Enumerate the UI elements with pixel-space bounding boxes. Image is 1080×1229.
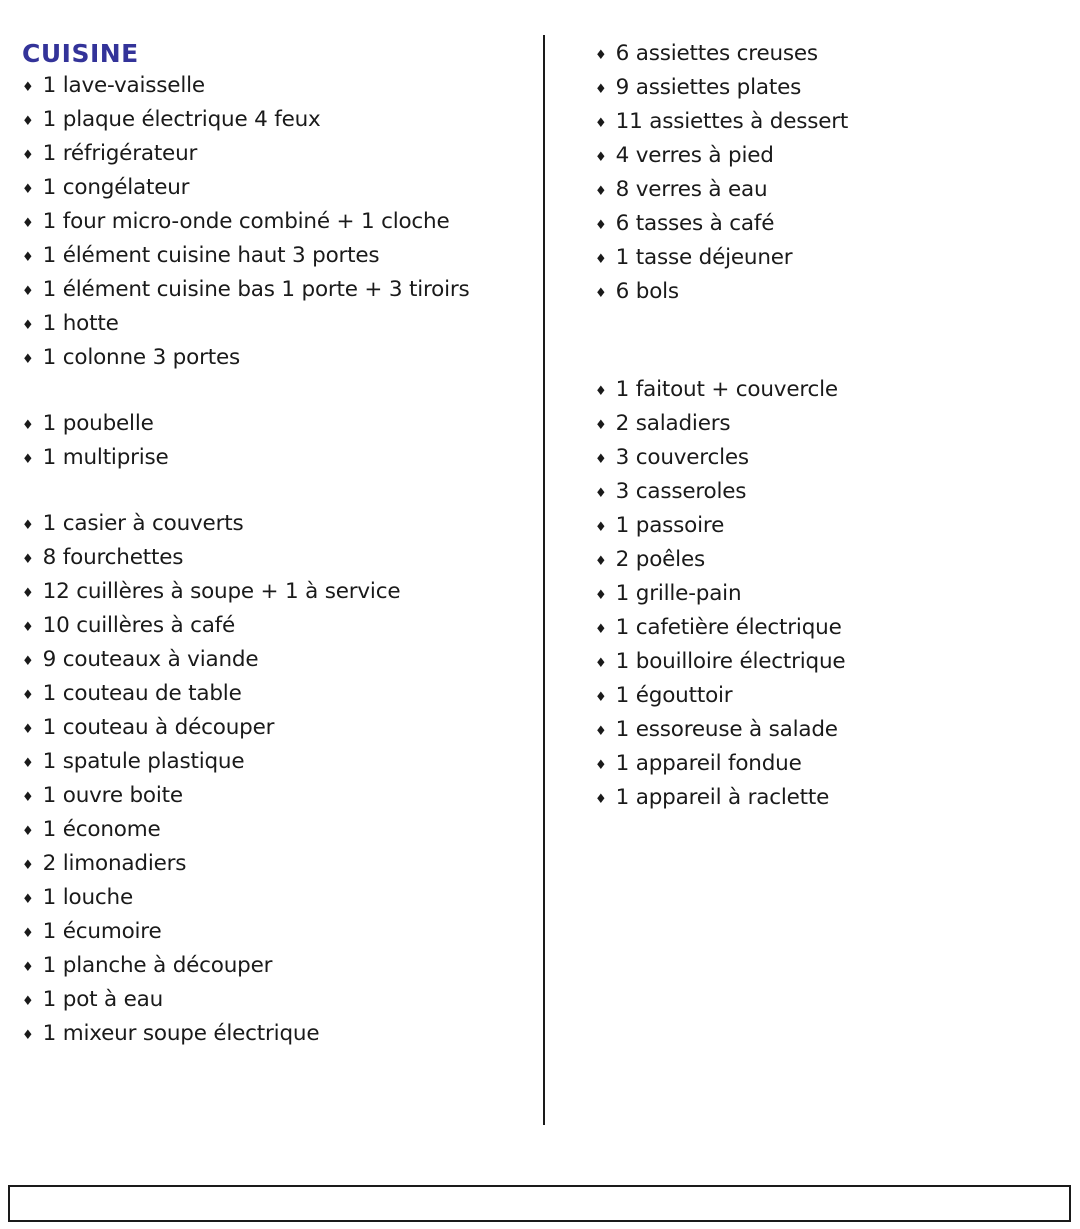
list-item-text: 3 casseroles [615, 479, 747, 504]
diamond-bullet-icon: ♦ [595, 622, 607, 637]
diamond-bullet-icon: ♦ [22, 284, 34, 299]
diamond-bullet-icon: ♦ [22, 926, 34, 941]
list-item [22, 780, 532, 814]
diamond-bullet-icon: ♦ [22, 722, 34, 737]
diamond-bullet-icon: ♦ [22, 80, 34, 95]
list-item-text: 1 appareil fondue [615, 751, 802, 776]
diamond-bullet-icon: ♦ [22, 586, 34, 601]
diamond-bullet-icon: ♦ [22, 1028, 34, 1043]
list-item-text: 1 four micro-onde combiné + 1 cloche [42, 209, 450, 234]
list-item [22, 644, 532, 678]
list-item-text: 9 couteaux à viande [42, 647, 259, 672]
diamond-bullet-icon: ♦ [22, 654, 34, 669]
list-item-text: 1 ouvre boite [42, 783, 183, 808]
list-item-text: 1 économe [42, 817, 161, 842]
list-item-text: 2 saladiers [615, 411, 731, 436]
list-item-text: 1 bouilloire électrique [615, 649, 846, 674]
list-item-text: 1 poubelle [42, 411, 154, 436]
list-item [22, 712, 532, 746]
diamond-bullet-icon: ♦ [22, 318, 34, 333]
list-item [595, 106, 1073, 140]
list-item [22, 408, 532, 442]
list-item [595, 748, 1073, 782]
diamond-bullet-icon: ♦ [595, 150, 607, 165]
list-item-text: 1 passoire [615, 513, 725, 538]
list-item [595, 276, 1073, 310]
list-item [595, 782, 1073, 816]
list-item [22, 814, 532, 848]
list-item-text: 1 couteau de table [42, 681, 242, 706]
list-item-text: 1 louche [42, 885, 133, 910]
list-item-text: 1 essoreuse à salade [615, 717, 838, 742]
list-item [22, 610, 532, 644]
list-item-text: 1 mixeur soupe électrique [42, 1021, 320, 1046]
list-item-text: 1 plaque électrique 4 feux [42, 107, 321, 132]
list-item [595, 680, 1073, 714]
list-item [22, 240, 532, 274]
list-item [595, 714, 1073, 748]
list-item-text: 1 lave-vaisselle [42, 73, 205, 98]
list-group [595, 38, 1073, 310]
list-item-text: 1 élément cuisine bas 1 porte + 3 tiroirs [42, 277, 470, 302]
left-column [22, 38, 532, 1052]
list-item-text: 1 planche à découper [42, 953, 273, 978]
list-item [595, 442, 1073, 476]
footer-box [8, 1185, 1071, 1222]
list-item-text: 8 verres à eau [615, 177, 768, 202]
diamond-bullet-icon: ♦ [22, 148, 34, 163]
diamond-bullet-icon: ♦ [22, 552, 34, 567]
list-item [22, 274, 532, 308]
list-item [595, 374, 1073, 408]
diamond-bullet-icon: ♦ [22, 250, 34, 265]
list-item [22, 508, 532, 542]
diamond-bullet-icon: ♦ [595, 48, 607, 63]
list-item-text: 6 tasses à café [615, 211, 775, 236]
list-item [22, 104, 532, 138]
list-item [22, 882, 532, 916]
diamond-bullet-icon: ♦ [22, 518, 34, 533]
diamond-bullet-icon: ♦ [595, 384, 607, 399]
list-item [595, 408, 1073, 442]
list-item-text: 12 cuillères à soupe + 1 à service [42, 579, 401, 604]
list-item [22, 172, 532, 206]
list-item [22, 342, 532, 376]
diamond-bullet-icon: ♦ [22, 620, 34, 635]
list-item-text: 1 congélateur [42, 175, 190, 200]
kitchen-equipment-list [22, 70, 532, 1052]
diamond-bullet-icon: ♦ [22, 182, 34, 197]
list-item-text: 6 assiettes creuses [615, 41, 818, 66]
list-item [22, 746, 532, 780]
column-divider-line [543, 35, 545, 1125]
list-item-text: 1 faitout + couvercle [615, 377, 838, 402]
list-item-text: 1 spatule plastique [42, 749, 245, 774]
list-item [22, 848, 532, 882]
list-item [22, 138, 532, 172]
diamond-bullet-icon: ♦ [595, 286, 607, 301]
list-item [22, 1018, 532, 1052]
list-group [22, 408, 532, 476]
page-title: CUISINE [22, 39, 139, 68]
diamond-bullet-icon: ♦ [22, 892, 34, 907]
list-group [22, 70, 532, 376]
list-item [22, 542, 532, 576]
list-item-text: 2 poêles [615, 547, 705, 572]
list-item-text: 9 assiettes plates [615, 75, 802, 100]
diamond-bullet-icon: ♦ [595, 724, 607, 739]
list-item [595, 510, 1073, 544]
list-item [22, 70, 532, 104]
list-item-text: 1 couteau à découper [42, 715, 275, 740]
list-item [595, 72, 1073, 106]
list-item [22, 984, 532, 1018]
list-item-text: 2 limonadiers [42, 851, 187, 876]
diamond-bullet-icon: ♦ [22, 452, 34, 467]
list-item-text: 1 réfrigérateur [42, 141, 198, 166]
list-item [22, 206, 532, 240]
list-item-text: 1 casier à couverts [42, 511, 244, 536]
list-item-text: 6 bols [615, 279, 679, 304]
list-item [595, 646, 1073, 680]
diamond-bullet-icon: ♦ [22, 418, 34, 433]
diamond-bullet-icon: ♦ [22, 216, 34, 231]
list-item-text: 3 couvercles [615, 445, 749, 470]
diamond-bullet-icon: ♦ [595, 792, 607, 807]
diamond-bullet-icon: ♦ [595, 758, 607, 773]
list-item-text: 1 élément cuisine haut 3 portes [42, 243, 380, 268]
list-item [22, 916, 532, 950]
list-item [22, 950, 532, 984]
diamond-bullet-icon: ♦ [595, 588, 607, 603]
list-item [595, 174, 1073, 208]
diamond-bullet-icon: ♦ [595, 554, 607, 569]
list-item-text: 1 appareil à raclette [615, 785, 830, 810]
diamond-bullet-icon: ♦ [595, 486, 607, 501]
diamond-bullet-icon: ♦ [595, 452, 607, 467]
list-item-text: 1 multiprise [42, 445, 169, 470]
diamond-bullet-icon: ♦ [595, 252, 607, 267]
list-group [22, 508, 532, 1052]
list-item [595, 242, 1073, 276]
list-item-text: 1 cafetière électrique [615, 615, 842, 640]
list-item [595, 38, 1073, 72]
list-item-text: 8 fourchettes [42, 545, 184, 570]
diamond-bullet-icon: ♦ [595, 116, 607, 131]
list-item-text: 4 verres à pied [615, 143, 774, 168]
diamond-bullet-icon: ♦ [595, 418, 607, 433]
list-item [595, 476, 1073, 510]
list-item-text: 1 colonne 3 portes [42, 345, 240, 370]
diamond-bullet-icon: ♦ [595, 690, 607, 705]
diamond-bullet-icon: ♦ [22, 858, 34, 873]
right-column [595, 38, 1073, 816]
diamond-bullet-icon: ♦ [595, 520, 607, 535]
list-item [595, 612, 1073, 646]
diamond-bullet-icon: ♦ [22, 352, 34, 367]
list-item [22, 678, 532, 712]
list-item-text: 1 pot à eau [42, 987, 164, 1012]
diamond-bullet-icon: ♦ [22, 960, 34, 975]
list-item [595, 578, 1073, 612]
diamond-bullet-icon: ♦ [595, 218, 607, 233]
list-group [595, 374, 1073, 816]
diamond-bullet-icon: ♦ [22, 790, 34, 805]
list-item [22, 442, 532, 476]
diamond-bullet-icon: ♦ [22, 688, 34, 703]
list-item-text: 1 écumoire [42, 919, 162, 944]
diamond-bullet-icon: ♦ [22, 756, 34, 771]
list-item-text: 10 cuillères à café [42, 613, 236, 638]
diamond-bullet-icon: ♦ [22, 114, 34, 129]
diamond-bullet-icon: ♦ [595, 184, 607, 199]
list-item [22, 308, 532, 342]
diamond-bullet-icon: ♦ [595, 82, 607, 97]
list-item-text: 11 assiettes à dessert [615, 109, 849, 134]
list-item [595, 544, 1073, 578]
list-item-text: 1 grille-pain [615, 581, 742, 606]
list-item-text: 1 hotte [42, 311, 119, 336]
list-item [22, 576, 532, 610]
diamond-bullet-icon: ♦ [595, 656, 607, 671]
diamond-bullet-icon: ♦ [22, 994, 34, 1009]
diamond-bullet-icon: ♦ [22, 824, 34, 839]
list-item-text: 1 tasse déjeuner [615, 245, 793, 270]
tableware-list [595, 38, 1073, 816]
list-item [595, 140, 1073, 174]
list-item [595, 208, 1073, 242]
list-item-text: 1 égouttoir [615, 683, 733, 708]
